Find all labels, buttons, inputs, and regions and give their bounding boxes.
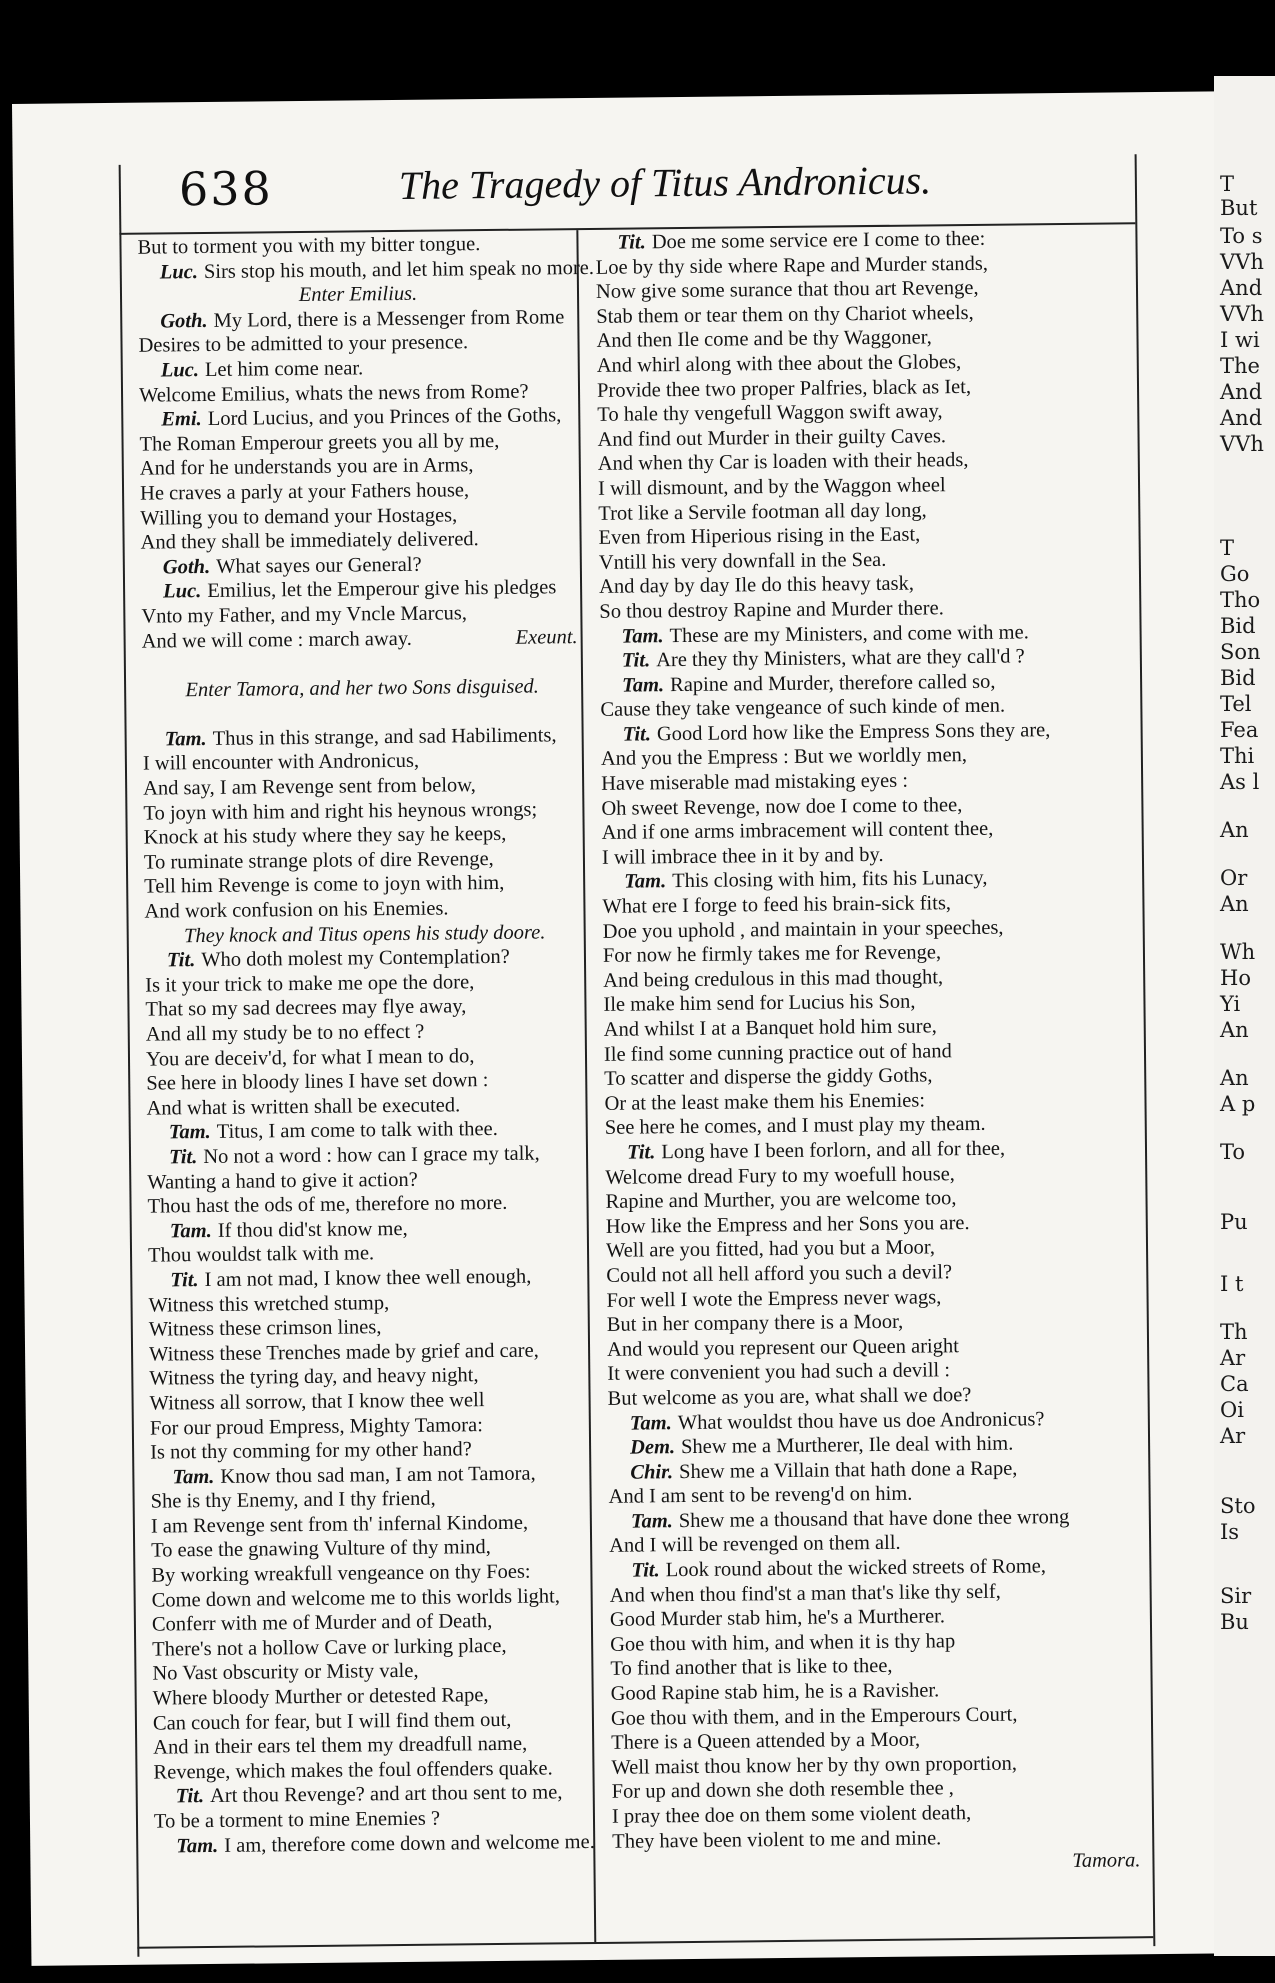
verse-line: Wanting a hand to give it action?: [147, 1168, 418, 1194]
adjacent-page-fragment: To: [1220, 1140, 1246, 1164]
verse-line: Rapine and Murther, you are welcome too,: [605, 1187, 957, 1214]
verse-line: Loe by thy side where Rape and Murder stands,: [595, 252, 989, 279]
adjacent-page-fragment: Bu: [1220, 1610, 1249, 1634]
verse-line: To find another that is like to thee,: [610, 1655, 893, 1681]
verse-line: Ile find some cunning practice out of hand: [603, 1039, 952, 1066]
speech-text: Rapine and Murder, therefore called so,: [669, 670, 996, 696]
speech-text: If thou did'st know me,: [217, 1217, 408, 1242]
speech-text: Who doth molest my Contemplation?: [201, 946, 510, 972]
speaker-name: Tam.: [169, 1219, 212, 1243]
verse-line: And I am sent to be reveng'd on him.: [608, 1482, 913, 1509]
verse-line: Vntill his very downfall in the Sea.: [598, 548, 887, 574]
verse-line: Stab them or tear them on thy Chariot wheels,: [596, 301, 974, 328]
adjacent-page-fragment: Is: [1220, 1520, 1240, 1544]
speech-text: Long have I been forlorn, and all for thee,: [661, 1137, 1006, 1164]
speech-text: Art thou Revenge? and art thou sent to me,: [209, 1781, 563, 1808]
verse-line: He craves a parly at your Fathers house,: [139, 479, 470, 505]
verse-text: And we will come : march away.: [141, 627, 412, 653]
verse-line: Well are you fitted, had you but a Moor,: [605, 1236, 936, 1263]
verse-line: Thou wouldst talk with me.: [147, 1242, 375, 1267]
right-text-column: [595, 225, 1148, 1878]
verse-line: And when thou find'st a man that's like thy self,: [609, 1580, 1001, 1607]
adjacent-page-fragment: VVh: [1220, 250, 1264, 274]
verse-line: Oh sweet Revenge, now doe I come to thee,: [601, 793, 963, 820]
adjacent-page-fragment: Bid: [1220, 614, 1256, 638]
stage-direction: They knock and Titus opens his study doore.: [183, 921, 546, 947]
speaker-name: Tam.: [172, 1465, 215, 1489]
adjacent-page-fragment: But: [1220, 196, 1258, 220]
verse-line: Thou hast the ods of me, therefore no more.: [147, 1192, 508, 1218]
verse-line: Witness this wretched stump,: [148, 1291, 390, 1317]
verse-line: By working wreakfull vengeance on thy Foes:: [151, 1560, 531, 1587]
speaker-name: Tam.: [629, 1411, 672, 1435]
left-text-column: [137, 231, 594, 1859]
speaker-name: Tit.: [626, 1141, 656, 1164]
verse-line: Or at the least make them his Enemies:: [604, 1089, 926, 1115]
verse-line: To ease the gnawing Vulture of thy mind,: [151, 1536, 491, 1563]
verse-line: Is it your trick to make me ope the dore,: [145, 971, 475, 997]
verse-line: She is thy Enemy, and I thy friend,: [150, 1487, 436, 1513]
adjacent-page-fragment: I wi: [1220, 328, 1260, 352]
verse-line: I pray thee doe on them some violent death,: [611, 1802, 972, 1828]
verse-line: And say, I am Revenge sent from below,: [143, 774, 476, 800]
verse-line: To be a torment to mine Enemies ?: [153, 1807, 441, 1833]
verse-line: Have miserable mad mistaking eyes :: [601, 769, 909, 795]
speaker-name: Tam.: [630, 1510, 673, 1533]
adjacent-page-fragment: Yi: [1220, 992, 1241, 1016]
speech-text: This closing with him, fits his Lunacy,: [672, 867, 988, 893]
verse-line: Desires to be admitted to your presence.: [138, 331, 469, 358]
adjacent-page-fragment: Thi: [1220, 744, 1255, 768]
adjacent-page-fragment: Pu: [1220, 1210, 1248, 1234]
verse-line: Welcome Emilius, whats the news from Rome?: [138, 380, 529, 407]
verse-line: Willing you to demand your Hostages,: [140, 503, 458, 530]
adjacent-page-fragment: I t: [1220, 1272, 1244, 1296]
speaker-name: Goth.: [160, 309, 208, 333]
speech-line: [138, 256, 595, 285]
speech-text: I am not mad, I know thee well enough,: [204, 1265, 532, 1291]
verse-line: For our proud Empress, Mighty Tamora:: [149, 1413, 483, 1440]
verse-line: Knock at his study where they say he keeps,: [143, 823, 507, 849]
speech-text: Titus, I am come to talk with thee.: [216, 1118, 498, 1144]
speaker-name: Tit.: [170, 1269, 199, 1292]
speaker-name: Tit.: [631, 1559, 660, 1582]
speech-text: Doe me some service ere I come to thee:: [651, 227, 986, 254]
speech-text: Shew me a Villain that hath done a Rape,: [678, 1457, 1018, 1483]
verse-line: To hale thy vengefull Waggon swift away,: [597, 400, 943, 427]
verse-line: There is a Queen attended by a Moor,: [611, 1728, 921, 1755]
verse-line: Welcome dread Fury to my woefull house,: [605, 1162, 955, 1189]
verse-line: The Roman Emperour greets you all by me,: [139, 429, 500, 456]
verse-line: Provide thee two proper Palfries, black as Iet,: [596, 375, 972, 402]
speaker-name: Emi.: [161, 408, 202, 431]
running-title: The Tragedy of Titus Andronicus.: [398, 157, 932, 208]
adjacent-page-fragment: Tel: [1220, 692, 1252, 716]
speech-line: [154, 1780, 594, 1809]
verse-line: Witness these crimson lines,: [148, 1316, 382, 1341]
adjacent-page-fragment: Sto: [1220, 1494, 1256, 1518]
verse-line: But welcome as you are, what shall we doe?: [607, 1383, 972, 1410]
verse-line: Witness these Trenches made by grief and care,: [148, 1339, 539, 1366]
verse-line: And work confusion on his Enemies.: [144, 897, 449, 923]
speech-line: [150, 1461, 590, 1490]
exeunt-direction: Exeunt.: [515, 625, 578, 649]
verse-line: And what is written shall be executed.: [146, 1094, 461, 1120]
speech-line: [141, 575, 581, 604]
speech-text: I am, therefore come down and welcome me.: [224, 1830, 595, 1857]
speech-line: [143, 723, 583, 752]
speech-text: Shew me a Murtherer, Ile deal with him.: [680, 1432, 1014, 1459]
speech-text: What wouldst thou have us doe Andronicus?: [677, 1407, 1045, 1434]
verse-line: And they shall be immediately delivered.: [140, 528, 479, 554]
speech-text: What sayes our General?: [216, 553, 422, 578]
adjacent-page-fragment: And: [1220, 276, 1263, 300]
verse-line: There's not a hollow Cave or lurking place,: [152, 1634, 507, 1661]
speaker-name: Tit.: [168, 1146, 198, 1169]
verse-line: How like the Empress and her Sons you are.: [605, 1211, 970, 1238]
verse-line: To scatter and disperse the giddy Goths,: [604, 1064, 933, 1091]
speaker-name: Luc.: [163, 580, 202, 603]
speech-text: Emilius, let the Emperour give his pledges: [207, 576, 557, 603]
verse-line: Revenge, which makes the foul offenders quake.: [153, 1757, 553, 1784]
speech-text: Know thou sad man, I am not Tamora,: [220, 1462, 536, 1488]
verse-line: Cause they take vengeance of such kinde of men.: [600, 694, 1006, 722]
verse-line: What ere I forge to feed his brain-sick fits,: [602, 892, 952, 918]
verse-line: And when thy Car is loaden with their heads,: [597, 449, 969, 476]
adjacent-page-fragment: And: [1220, 406, 1263, 430]
verse-line: Witness all sorrow, that I know thee well: [149, 1389, 485, 1415]
speech-text: Look round about the wicked streets of Rome,: [665, 1555, 1047, 1582]
speaker-name: Luc.: [160, 359, 200, 382]
verse-line: Come down and welcome me to this worlds light,: [151, 1585, 561, 1612]
verse-line: Good Rapine stab him, he is a Ravisher.: [610, 1679, 940, 1705]
adjacent-page-fragment: Ho: [1220, 966, 1251, 990]
adjacent-page-fragment: An: [1220, 892, 1249, 916]
speech-text: Lord Lucius, and you Princes of the Goths,: [207, 404, 562, 431]
adjacent-page-fragment: As l: [1220, 770, 1260, 794]
verse-line: And find out Murder in their guilty Caves.: [597, 424, 947, 451]
adjacent-page-fragment: And: [1220, 380, 1263, 404]
speaker-name: Tam.: [624, 870, 667, 894]
verse-line: It were convenient you had such a devill :: [607, 1359, 951, 1386]
verse-line: Vnto my Father, and my Vncle Marcus,: [141, 602, 468, 628]
verse-line: That so my sad decrees may flye away,: [145, 995, 467, 1022]
speaker-name: Tam.: [176, 1834, 219, 1857]
verse-line: To joyn with him and right his heynous wrongs;: [143, 798, 538, 825]
verse-line: See here he comes, and I must play my theam.: [604, 1113, 986, 1140]
adjacent-page-fragment: An: [1220, 1018, 1249, 1042]
verse-line: And whilst I at a Banquet hold him sure,: [603, 1015, 937, 1041]
verse-line: Could not all hell afford you such a devil?: [606, 1261, 953, 1287]
verse-line: I will dismount, and by the Waggon wheel: [597, 474, 946, 500]
verse-line: And then Ile come and be thy Waggoner,: [596, 326, 932, 353]
verse-line: I am Revenge sent from th' infernal Kindome,: [150, 1511, 529, 1538]
verse-line: Now give some surance that thou art Revenge,: [595, 277, 979, 304]
verse-line: They have been violent to me and mine.: [612, 1826, 942, 1853]
verse-line: And you the Empress : But we worldly men,: [600, 744, 968, 771]
verse-line: I will encounter with Andronicus,: [142, 750, 420, 776]
verse-line: I will imbrace thee in it by and by.: [601, 843, 884, 869]
verse-line: Is not thy comming for my other hand?: [150, 1438, 472, 1464]
verse-line: And would you represent our Queen aright: [606, 1334, 959, 1361]
verse-line: For well I wote the Empress never wags,: [606, 1285, 942, 1312]
adjacent-page-fragment: To s: [1220, 224, 1263, 248]
verse-line: And being credulous in this mad thought,: [603, 966, 944, 992]
adjacent-page-fragment: VVh: [1220, 302, 1264, 326]
speaker-name: Tit.: [166, 949, 196, 972]
verse-line: But to torment you with my bitter tongue.: [137, 233, 481, 259]
adjacent-page-fragment: Go: [1220, 562, 1250, 586]
speech-line: [154, 1830, 594, 1859]
adjacent-page-fragment: Ar: [1220, 1346, 1246, 1370]
speech-text: Sirs stop his mouth, and let him speak no more.: [203, 256, 595, 283]
speaker-name: Tam.: [621, 624, 664, 648]
adjacent-page-fragment: T: [1220, 172, 1235, 196]
verse-line: Even from Hiperious rising in the East,: [598, 523, 921, 550]
speech-text: Are they thy Ministers, what are they call'd ?: [656, 645, 1025, 672]
adjacent-page-fragment: An: [1220, 1066, 1249, 1090]
speech-text: My Lord, there is a Messenger from Rome: [213, 306, 565, 332]
page-number: 638: [178, 161, 273, 217]
speaker-name: Tam.: [622, 673, 665, 697]
adjacent-page-fragment: A p: [1220, 1092, 1256, 1116]
adjacent-page-fragment: Ca: [1220, 1372, 1249, 1396]
verse-line: Conferr with me of Murder and of Death,: [151, 1610, 493, 1636]
verse-line: Where bloody Murther or detested Rape,: [152, 1684, 489, 1710]
speech-text: No not a word : how can I grace my talk,: [203, 1142, 540, 1169]
speaker-name: Tit.: [622, 723, 652, 746]
adjacent-page-fragment: Sir: [1220, 1584, 1252, 1608]
verse-line: For now he firmly takes me for Revenge,: [602, 941, 942, 968]
speaker-name: Tam.: [164, 727, 207, 751]
speech-text: Shew me a thousand that have done thee wrong: [678, 1505, 1070, 1532]
adjacent-page-fragment: Ar: [1220, 1424, 1246, 1448]
verse-line: No Vast obscurity or Misty vale,: [152, 1660, 419, 1686]
speech-line: [148, 1264, 588, 1293]
adjacent-page-fragment: VVh: [1220, 432, 1264, 456]
verse-line: Witness the tyring day, and heavy night,: [149, 1364, 479, 1390]
speech-line: [147, 1141, 587, 1170]
verse-line: Tell him Revenge is come to joyn with him,: [144, 872, 505, 899]
adjacent-page-fragment: Bid: [1220, 666, 1256, 690]
speech-text: Good Lord how like the Empress Sons they are,: [656, 719, 1051, 746]
speech-line: [138, 305, 578, 334]
speaker-name: Luc.: [159, 260, 199, 284]
catchword: Tamora.: [1072, 1849, 1141, 1873]
speech-text: Thus in this strange, and sad Habiliments,: [212, 724, 557, 750]
speech-text: Let him come near.: [204, 357, 364, 381]
verse-line: Good Murder stab him, he's a Murtherer.: [609, 1605, 946, 1632]
stage-direction: Enter Tamora, and her two Sons disguised.: [185, 675, 539, 701]
verse-line: And if one arms imbracement will content thee,: [601, 818, 994, 845]
verse-line: Goe thou with him, and when it is thy hap: [610, 1630, 956, 1656]
adjacent-page-fragment: Tho: [1220, 588, 1261, 612]
adjacent-page-fragment: The: [1220, 354, 1260, 378]
speaker-name: Tit.: [621, 649, 651, 672]
speaker-name: Chir.: [630, 1460, 674, 1484]
speaker-name: Goth.: [162, 555, 211, 579]
speech-line: [139, 403, 579, 432]
verse-line: Can couch for fear, but I will find them out,: [152, 1708, 512, 1735]
verse-line: For up and down she doth resemble thee ,: [611, 1777, 954, 1804]
verse-line: [142, 625, 582, 654]
verse-line: Ile make him send for Lucius his Son,: [603, 990, 916, 1017]
adjacent-page-edge: [1214, 76, 1275, 1956]
stage-direction: Enter Emilius.: [298, 282, 418, 307]
adjacent-page-fragment: An: [1220, 818, 1249, 842]
adjacent-page-fragment: Oi: [1220, 1398, 1244, 1422]
speaker-name: Tam.: [168, 1121, 211, 1144]
speaker-name: Dem.: [629, 1436, 676, 1459]
adjacent-page-fragment: Son: [1220, 640, 1261, 664]
verse-line: And I will be revenged on them all.: [609, 1532, 901, 1558]
verse-line: But in her company there is a Moor,: [606, 1310, 904, 1336]
adjacent-page-fragment: Fea: [1220, 718, 1259, 742]
book-page: [12, 91, 1252, 1966]
verse-line: And for he understands you are in Arms,: [139, 454, 474, 481]
adjacent-page-fragment: Th: [1220, 1320, 1248, 1344]
verse-line: And whirl along with thee about the Globes,: [596, 351, 962, 377]
verse-line: And in their ears tel them my dreadfull name,: [153, 1732, 528, 1759]
speaker-name: Tit.: [617, 231, 646, 254]
verse-line: To ruminate strange plots of dire Revenge,: [143, 847, 494, 874]
verse-line: You are deceiv'd, for what I mean to do,: [145, 1044, 475, 1071]
speech-text: These are my Ministers, and come with me.: [669, 620, 1029, 647]
verse-line: Goe thou with them, and in the Emperours Court,: [610, 1703, 1018, 1730]
verse-line: Trot like a Servile footman all day long,: [598, 498, 927, 525]
verse-line: And all my study be to no effect ?: [145, 1020, 425, 1046]
verse-line: Well maist thou know her by thy own proportion,: [611, 1752, 1018, 1779]
verse-line: So thou destroy Rapine and Murder there.: [599, 597, 944, 623]
adjacent-page-fragment: Wh: [1220, 940, 1256, 964]
adjacent-page-fragment: Or: [1220, 866, 1248, 890]
verse-line: Doe you uphold , and maintain in your speeches,: [602, 916, 1004, 943]
speaker-name: Tit.: [175, 1785, 205, 1808]
verse-line: And day by day Ile do this heavy task,: [598, 572, 915, 599]
verse-line: See here in bloody lines I have set down :: [146, 1069, 489, 1095]
adjacent-page-fragment: T: [1220, 536, 1235, 560]
